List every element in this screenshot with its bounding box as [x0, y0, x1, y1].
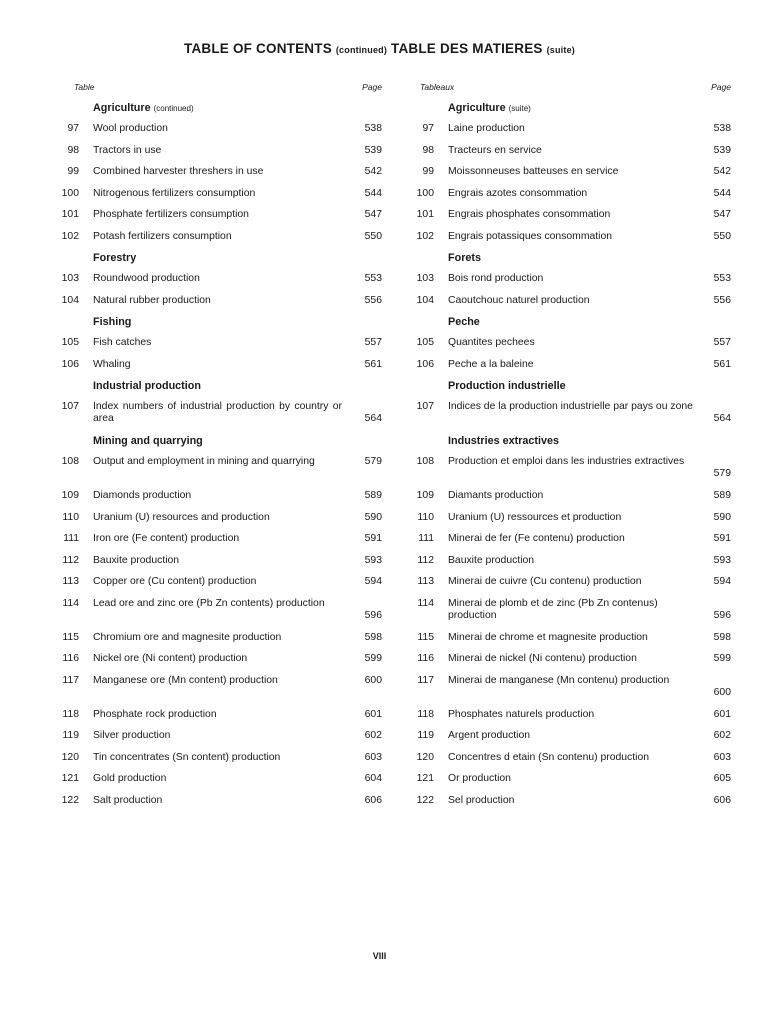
section-note: (suite) — [508, 104, 531, 113]
entry-title: Diamonds production — [93, 490, 192, 501]
table-number: 113 — [417, 576, 434, 587]
page-number: 601 — [713, 708, 731, 720]
table-number: 114 — [62, 597, 79, 609]
entry-title: Argent production — [448, 730, 531, 741]
toc-row-110[interactable] — [410, 508, 731, 530]
table-number: 110 — [417, 511, 434, 523]
table-number: 109 — [416, 490, 434, 501]
table-number: 112 — [62, 554, 79, 566]
page-number: 601 — [364, 708, 382, 720]
section-title: Forets — [448, 252, 481, 264]
table-number: 97 — [67, 123, 79, 134]
entry-title: Combined harvester threshers in use — [93, 166, 264, 177]
title-fr: TABLE DES MATIERES — [391, 41, 543, 56]
page-number: 553 — [713, 273, 731, 284]
page-number: 596 — [713, 609, 731, 621]
entry-title: Caoutchouc naturel production — [448, 294, 590, 306]
entry-title: Concentres d etain (Sn contenu) production — [448, 751, 650, 763]
section-title: Mining and quarrying — [93, 435, 203, 447]
table-number: 122 — [416, 794, 434, 806]
page-number: 556 — [713, 294, 731, 306]
entry-title: Output and employment in mining and quarrying — [93, 456, 315, 467]
section-forestry — [410, 248, 731, 269]
table-number: 107 — [61, 401, 79, 412]
toc-row-100[interactable] — [52, 184, 382, 206]
toc-row-109[interactable] — [52, 486, 382, 508]
entry-title: Laine production — [448, 123, 525, 134]
toc-row-111[interactable] — [52, 529, 382, 551]
table-number: 100 — [416, 187, 434, 199]
toc-row-99[interactable] — [52, 162, 382, 184]
page-number: 557 — [713, 337, 731, 348]
toc-row-117[interactable] — [52, 671, 382, 705]
toc-row-105[interactable] — [52, 333, 382, 355]
table-number: 99 — [422, 166, 434, 177]
page-number: 596 — [364, 609, 382, 621]
table-number: 116 — [62, 653, 79, 664]
section-title: Fishing — [93, 316, 132, 328]
toc-row-120[interactable] — [52, 748, 382, 770]
toc-row-101[interactable] — [52, 205, 382, 227]
french-column — [410, 82, 731, 812]
english-column — [52, 82, 382, 812]
page-number: 594 — [713, 576, 731, 587]
table-number: 112 — [417, 554, 434, 566]
section-note: (continued) — [153, 104, 194, 113]
entry-title: Minerai de manganese (Mn contenu) production — [448, 674, 670, 686]
table-number: 108 — [61, 456, 79, 467]
table-number: 101 — [416, 209, 434, 220]
table-number: 117 — [417, 674, 434, 686]
table-number: 100 — [61, 187, 79, 199]
page-number: 598 — [364, 631, 382, 643]
toc-row-122[interactable] — [410, 791, 731, 813]
header-page: Page — [362, 82, 382, 92]
page-number: 605 — [713, 773, 731, 784]
page-number: 539 — [364, 144, 382, 156]
entry-title: Phosphates naturels production — [448, 708, 595, 720]
entry-title: Roundwood production — [93, 273, 200, 284]
section-agriculture — [410, 98, 731, 119]
header-page: Page — [711, 82, 731, 92]
toc-row-104[interactable] — [410, 291, 731, 313]
page-number: 603 — [364, 751, 382, 763]
title-fr-suffix: (suite) — [546, 45, 575, 55]
section-title: Forestry — [93, 252, 137, 264]
page-number: 606 — [364, 794, 382, 806]
table-number: 104 — [416, 294, 434, 306]
table-number: 105 — [61, 337, 79, 348]
entry-title: Indices de la production industrielle par pays ou zone — [448, 401, 693, 412]
toc-row-106[interactable] — [52, 355, 382, 377]
entry-title: Uranium (U) ressources et production — [448, 511, 622, 523]
table-number: 116 — [417, 653, 434, 664]
table-number: 119 — [417, 730, 434, 741]
entry-title: Bauxite production — [448, 554, 535, 566]
table-number: 98 — [422, 144, 434, 156]
section-title: Agriculture — [93, 102, 151, 114]
toc-row-107[interactable] — [410, 397, 731, 431]
toc-row-121[interactable] — [52, 769, 382, 791]
table-number: 120 — [61, 751, 79, 763]
page-number: 550 — [713, 230, 731, 242]
table-number: 111 — [63, 533, 79, 544]
entry-title: Bois rond production — [448, 273, 544, 284]
section-mining — [410, 431, 731, 452]
entry-title: Natural rubber production — [93, 294, 211, 306]
toc-row-112[interactable] — [410, 551, 731, 573]
table-number: 106 — [416, 358, 434, 370]
page-number: 547 — [713, 209, 731, 220]
entry-title: Chromium ore and magnesite production — [93, 631, 282, 643]
entry-title: Tractors in use — [93, 144, 162, 156]
page-number: 544 — [713, 187, 731, 199]
header-table: Table — [74, 82, 95, 92]
toc-row-108[interactable] — [52, 452, 382, 486]
entry-title: Copper ore (Cu content) production — [93, 576, 257, 587]
table-number: 117 — [62, 674, 79, 686]
toc-row-98[interactable] — [410, 141, 731, 163]
toc-row-99[interactable] — [410, 162, 731, 184]
page-number: 553 — [364, 273, 382, 284]
page-title — [0, 41, 759, 56]
page-number: 598 — [713, 631, 731, 643]
page-number: 542 — [364, 166, 382, 177]
entry-title: Engrais azotes consommation — [448, 187, 588, 199]
entry-title: Bauxite production — [93, 554, 180, 566]
toc-row-119[interactable] — [52, 726, 382, 748]
toc-row-97[interactable] — [410, 119, 731, 141]
entry-title: Manganese ore (Mn content) production — [93, 674, 278, 686]
table-number: 102 — [416, 230, 434, 242]
table-number: 118 — [417, 708, 434, 720]
table-number: 109 — [61, 490, 79, 501]
page-number: 606 — [713, 794, 731, 806]
table-number: 110 — [62, 511, 79, 523]
page-folio: VIII — [372, 951, 387, 961]
toc-row-117[interactable] — [410, 671, 731, 705]
header-table: Tableaux — [420, 82, 455, 92]
toc-row-119[interactable] — [410, 726, 731, 748]
table-number: 115 — [417, 631, 434, 643]
toc-row-115[interactable] — [52, 628, 382, 650]
table-number: 111 — [418, 533, 434, 544]
page-number: 591 — [364, 533, 382, 544]
page-number: 604 — [364, 773, 382, 784]
entry-title: Index numbers of industrial production by country or area — [93, 401, 342, 424]
page-number: 590 — [713, 511, 731, 523]
section-agriculture — [52, 98, 382, 119]
entry-title: Engrais potassiques consommation — [448, 230, 613, 242]
entry-title: Tin concentrates (Sn content) production — [93, 751, 281, 763]
page-number: 591 — [713, 533, 731, 544]
toc-row-108[interactable] — [410, 452, 731, 486]
toc-row-115[interactable] — [410, 628, 731, 650]
table-number: 97 — [422, 123, 434, 134]
table-number: 105 — [416, 337, 434, 348]
page-number: 590 — [364, 511, 382, 523]
section-industrial — [410, 376, 731, 397]
toc-row-113[interactable] — [52, 572, 382, 594]
entry-title: Potash fertilizers consumption — [93, 230, 232, 242]
page-number: 550 — [364, 230, 382, 242]
entry-title: Gold production — [93, 773, 167, 784]
toc-row-100[interactable] — [410, 184, 731, 206]
page-number: 589 — [713, 490, 731, 501]
toc-row-105[interactable] — [410, 333, 731, 355]
entry-title: Diamants production — [448, 490, 544, 501]
entry-title: Nitrogenous fertilizers consumption — [93, 187, 256, 199]
page-number: 593 — [713, 554, 731, 566]
section-title: Production industrielle — [448, 380, 566, 392]
page-number: 600 — [713, 686, 731, 698]
table-number: 101 — [61, 209, 79, 220]
table-number: 99 — [67, 166, 79, 177]
entry-title: Minerai de plomb et de zinc (Pb Zn contenus) production — [448, 597, 658, 621]
toc-row-101[interactable] — [410, 205, 731, 227]
table-number: 103 — [61, 273, 79, 284]
entry-title: Production et emploi dans les industries extractives — [448, 456, 685, 467]
entry-title: Minerai de nickel (Ni contenu) production — [448, 653, 637, 664]
entry-title: Silver production — [93, 730, 171, 741]
toc-row-113[interactable] — [410, 572, 731, 594]
page-number: 579 — [713, 468, 731, 479]
table-number: 98 — [67, 144, 79, 156]
toc-row-103[interactable] — [52, 269, 382, 291]
toc-row-104[interactable] — [52, 291, 382, 313]
toc-row-120[interactable] — [410, 748, 731, 770]
entry-title: Or production — [448, 773, 511, 784]
entry-title: Lead ore and zinc ore (Pb Zn contents) production — [93, 597, 325, 609]
toc-row-97[interactable] — [52, 119, 382, 141]
page-number: 561 — [713, 358, 731, 370]
page-number: 564 — [713, 413, 731, 424]
table-number: 114 — [417, 597, 434, 609]
table-number: 106 — [61, 358, 79, 370]
toc-row-110[interactable] — [52, 508, 382, 530]
page-number: 557 — [364, 337, 382, 348]
page-number: 561 — [364, 358, 382, 370]
toc-row-116[interactable] — [52, 649, 382, 671]
table-number: 121 — [61, 773, 79, 784]
toc-row-106[interactable] — [410, 355, 731, 377]
page-number: 599 — [364, 653, 382, 664]
page-number: 594 — [364, 576, 382, 587]
title-en: TABLE OF CONTENTS — [184, 41, 332, 56]
section-mining — [52, 431, 382, 452]
column-header — [52, 82, 382, 98]
entry-title: Minerai de fer (Fe contenu) production — [448, 533, 625, 544]
page-number: 544 — [364, 187, 382, 199]
entry-title: Wool production — [93, 123, 168, 134]
column-header — [410, 82, 731, 98]
entry-title: Fish catches — [93, 337, 152, 348]
table-number: 121 — [416, 773, 434, 784]
table-number: 115 — [62, 631, 79, 643]
page-number: 599 — [713, 653, 731, 664]
entry-title: Salt production — [93, 794, 163, 806]
entry-title: Iron ore (Fe content) production — [93, 533, 240, 544]
toc-row-107[interactable] — [52, 397, 382, 431]
page-number: 538 — [713, 123, 731, 134]
page-number: 589 — [364, 490, 382, 501]
page-number: 579 — [364, 456, 382, 467]
toc-row-102[interactable] — [410, 227, 731, 249]
page-number: 539 — [713, 144, 731, 156]
toc-row-122[interactable] — [52, 791, 382, 813]
table-number: 108 — [416, 456, 434, 467]
section-title: Peche — [448, 316, 480, 328]
toc-row-111[interactable] — [410, 529, 731, 551]
entry-title: Uranium (U) resources and production — [93, 511, 270, 523]
toc-row-109[interactable] — [410, 486, 731, 508]
entry-title: Quantites pechees — [448, 337, 535, 348]
toc-row-118[interactable] — [410, 705, 731, 727]
entry-title: Moissonneuses batteuses en service — [448, 166, 619, 177]
table-number: 104 — [61, 294, 79, 306]
title-en-suffix: (continued) — [335, 45, 388, 55]
page-number: 603 — [713, 751, 731, 763]
page-number: 564 — [364, 413, 382, 424]
toc-row-112[interactable] — [52, 551, 382, 573]
toc-row-98[interactable] — [52, 141, 382, 163]
section-fishing — [52, 312, 382, 333]
section-fishing — [410, 312, 731, 333]
toc-row-114[interactable] — [52, 594, 382, 628]
table-number: 120 — [416, 751, 434, 763]
page-number: 547 — [364, 209, 382, 220]
table-number: 113 — [62, 576, 79, 587]
toc-row-121[interactable] — [410, 769, 731, 791]
toc-row-116[interactable] — [410, 649, 731, 671]
entry-title: Engrais phosphates consommation — [448, 209, 611, 220]
table-number: 119 — [62, 730, 79, 741]
page-number: 538 — [364, 123, 382, 134]
section-title: Industrial production — [93, 380, 201, 392]
entry-title: Whaling — [93, 358, 131, 370]
table-number: 103 — [416, 273, 434, 284]
page-number: 542 — [713, 166, 731, 177]
page-number: 556 — [364, 294, 382, 306]
entry-title: Tracteurs en service — [448, 144, 542, 156]
toc-row-102[interactable] — [52, 227, 382, 249]
entry-title: Minerai de cuivre (Cu contenu) production — [448, 576, 642, 587]
toc-row-114[interactable] — [410, 594, 731, 628]
entry-title: Nickel ore (Ni content) production — [93, 653, 248, 664]
entry-title: Minerai de chrome et magnesite production — [448, 631, 648, 643]
entry-title: Phosphate rock production — [93, 708, 217, 720]
entry-title: Phosphate fertilizers consumption — [93, 209, 249, 220]
section-forestry — [52, 248, 382, 269]
entry-title: Peche a la baleine — [448, 358, 534, 370]
page-number: 600 — [364, 674, 382, 686]
entry-title: Sel production — [448, 794, 515, 806]
page-number: 602 — [364, 730, 382, 741]
page-number: 602 — [713, 730, 731, 741]
table-number: 122 — [61, 794, 79, 806]
section-industrial — [52, 376, 382, 397]
toc-row-103[interactable] — [410, 269, 731, 291]
table-number: 118 — [62, 708, 79, 720]
page-number: 593 — [364, 554, 382, 566]
section-title: Industries extractives — [448, 435, 560, 447]
toc-row-118[interactable] — [52, 705, 382, 727]
table-number: 102 — [61, 230, 79, 242]
section-title: Agriculture — [448, 102, 506, 114]
table-number: 107 — [416, 401, 434, 412]
